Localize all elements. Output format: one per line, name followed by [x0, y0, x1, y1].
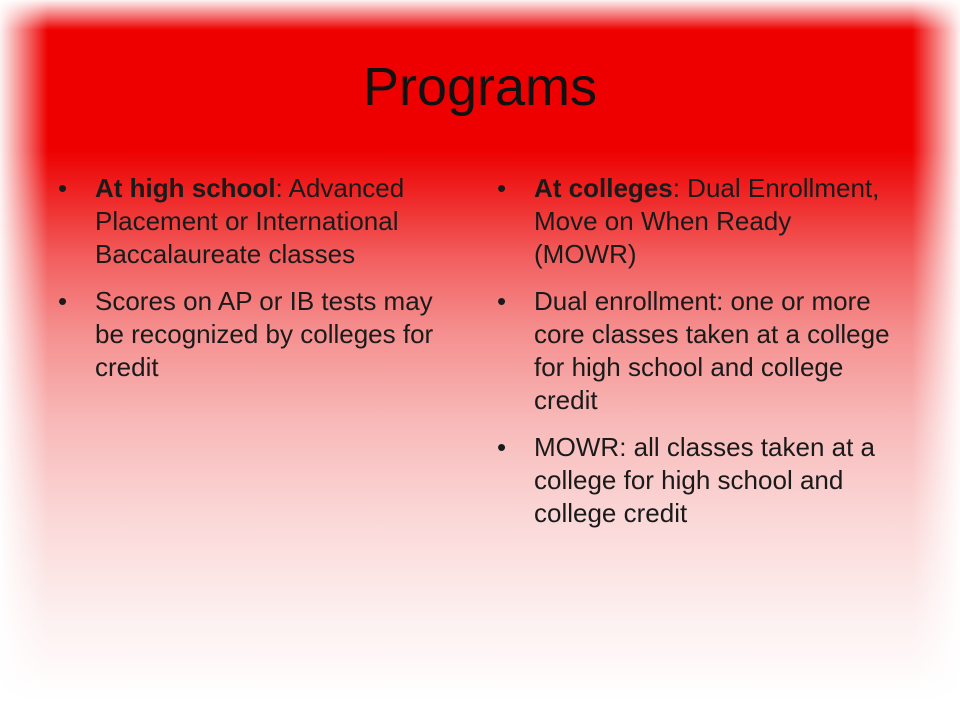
bullet-text: : Advanced Placement or International Baccalaureate classes — [95, 173, 405, 269]
bullet-icon: • — [497, 432, 507, 462]
bullet-text: MOWR: all classes taken at a college for high school and college credit — [534, 432, 875, 528]
bullet-text: Dual enrollment: one or more core classes taken at a college for high school and college credit — [534, 286, 890, 415]
bullet-icon: • — [58, 173, 68, 203]
bullet-lead: At colleges — [534, 173, 673, 203]
vignette-top — [0, 0, 960, 30]
list-item — [58, 285, 438, 384]
list-item — [497, 285, 897, 417]
bullet-icon: • — [497, 286, 507, 316]
list-item — [58, 172, 438, 271]
bullet-icon: • — [58, 286, 68, 316]
list-item — [497, 172, 897, 271]
right-bullet-list — [497, 172, 897, 544]
bullet-lead: At high school — [95, 173, 276, 203]
left-bullet-list — [58, 172, 438, 398]
bullet-icon: • — [497, 173, 507, 203]
list-item — [497, 431, 897, 530]
bullet-text: Scores on AP or IB tests may be recognized by colleges for credit — [95, 286, 434, 382]
vignette-bottom — [0, 690, 960, 720]
bullet-text: : Dual Enrollment, Move on When Ready (MOWR) — [534, 173, 880, 269]
slide-title: Programs — [362, 57, 598, 117]
